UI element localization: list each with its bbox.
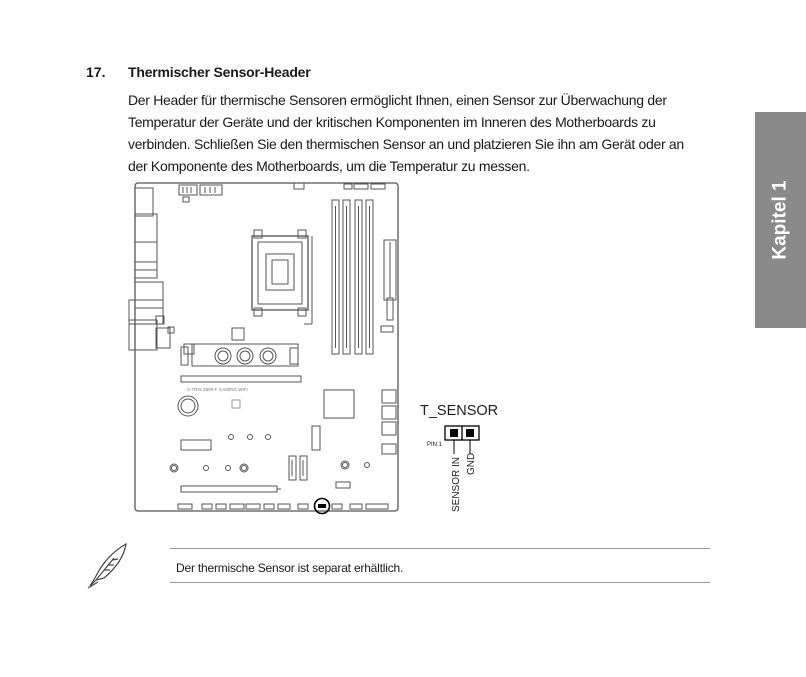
note-rule-top [170, 548, 710, 549]
svg-text:S-TRIX Z690-F GAMING WIFI: S-TRIX Z690-F GAMING WIFI [187, 387, 248, 392]
note-text: Der thermische Sensor ist separat erhältlich. [176, 561, 404, 575]
pin-label-sensor-in: SENSOR IN [451, 456, 462, 512]
pin-sensor-in [450, 429, 458, 437]
sata-ports [382, 390, 396, 403]
cpu-power-connector [179, 185, 197, 195]
note-rule-bottom [170, 582, 710, 583]
pcie-x16-slot-lower [181, 486, 277, 492]
cpu-socket [252, 236, 308, 310]
chapter-tab-label: Kapitel 1 [769, 180, 791, 260]
pin-gnd [466, 429, 474, 437]
chipset [324, 390, 354, 418]
t-sensor-name: T_SENSOR [420, 403, 499, 419]
m2-heatsink [192, 344, 298, 366]
section-number: 17. [86, 64, 106, 80]
chapter-side-tab [755, 112, 806, 328]
pin-label-gnd: GND [466, 452, 477, 475]
pin1-label: PIN 1 [427, 442, 443, 448]
pen-icon [86, 540, 134, 590]
pcie-x16-slot [181, 376, 301, 382]
motherboard-diagram [126, 178, 526, 523]
section-paragraph: Der Header für thermische Sensoren ermöglicht Ihnen, einen Sensor zur Überwachung der Temperatur der Geräte und der kritischen Komponenten im Inneren des Motherboards zu verbinden. Schließen Sie den thermischen Sensor an und platzieren Sie ihn am Gerät oder an der Komponente des Motherboards, um die Temperatur zu messen. [128, 92, 684, 174]
section-title: Thermischer Sensor-Header [128, 64, 311, 80]
rear-io-block [135, 188, 153, 216]
